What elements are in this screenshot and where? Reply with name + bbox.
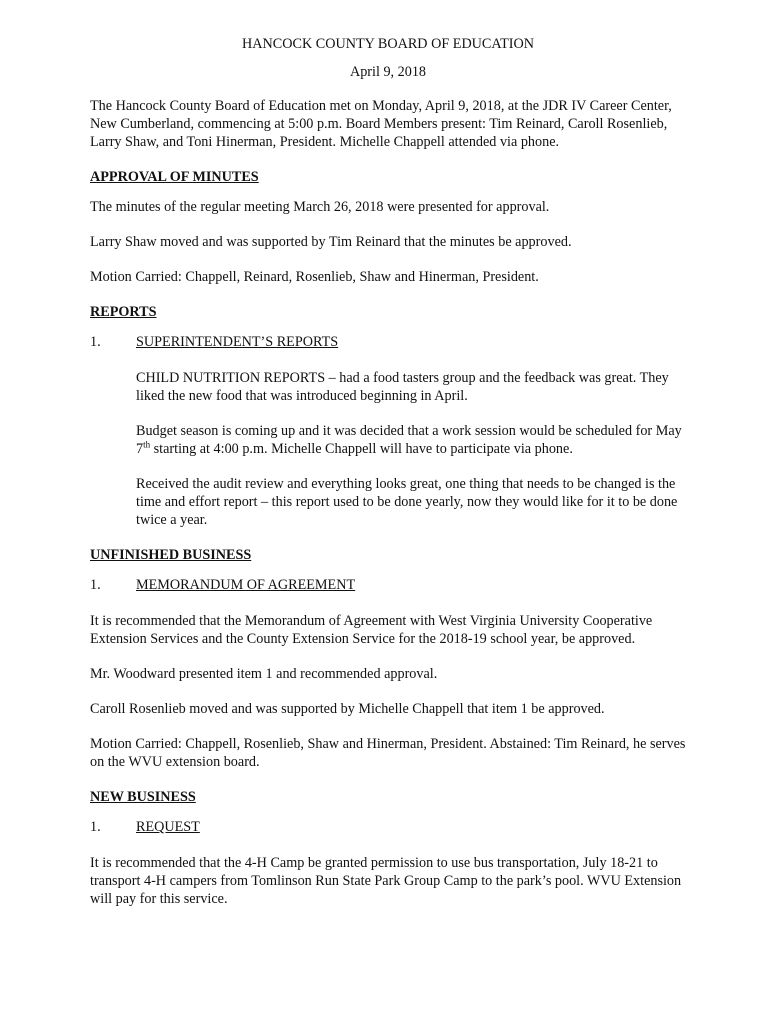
approval-paragraph-3: Motion Carried: Chappell, Reinard, Rosenlieb, Shaw and Hinerman, President. [90, 269, 539, 285]
reports-heading: REPORTS [90, 304, 157, 320]
unfinished-paragraph-3: Caroll Rosenlieb moved and was supported by Michelle Chappell that item 1 be approved. [90, 701, 605, 717]
item-label: MEMORANDUM OF AGREEMENT [136, 577, 356, 593]
new-business-item-1 [90, 818, 686, 836]
item-number: 1. [90, 334, 101, 350]
new-business-heading: NEW BUSINESS [90, 789, 196, 805]
unfinished-paragraph-1: It is recommended that the Memorandum of Agreement with West Virginia University Cooperative Extension Services and the County Extension Service for the 2018-19 school year, be approved. [90, 613, 653, 647]
ordinal-suffix: th [143, 439, 151, 450]
document-title: HANCOCK COUNTY BOARD OF EDUCATION [242, 36, 534, 52]
unfinished-heading: UNFINISHED BUSINESS [90, 547, 252, 563]
item-label: REQUEST [136, 819, 200, 835]
reports-paragraph-2 [136, 422, 686, 458]
unfinished-paragraph-2: Mr. Woodward presented item 1 and recommended approval. [90, 666, 438, 682]
item-number: 1. [90, 577, 101, 593]
reports-paragraph-2-after: starting at 4:00 p.m. Michelle Chappell will have to participate via phone. [150, 441, 573, 457]
unfinished-item-1 [90, 576, 686, 594]
approval-paragraph-1: The minutes of the regular meeting March 26, 2018 were presented for approval. [90, 199, 550, 215]
item-number: 1. [90, 819, 101, 835]
approval-paragraph-2: Larry Shaw moved and was supported by Tim Reinard that the minutes be approved. [90, 234, 572, 250]
reports-paragraph-1: CHILD NUTRITION REPORTS – had a food tasters group and the feedback was great. They liked the new food that was introduced beginning in April. [136, 370, 669, 404]
intro-paragraph: The Hancock County Board of Education met on Monday, April 9, 2018, at the JDR IV Career Center, New Cumberland, commencing at 5:00 p.m. Board Members present: Tim Reinard, Caroll Rosenlieb, Larry Shaw, and Toni Hinerman, President. Michelle Chappell attended via phone. [90, 98, 672, 150]
reports-paragraph-3: Received the audit review and everything looks great, one thing that needs to be changed is the time and effort report – this report used to be done yearly, now they would like for it to be done twice a year. [136, 476, 678, 528]
unfinished-paragraph-4: Motion Carried: Chappell, Rosenlieb, Shaw and Hinerman, President. Abstained: Tim Reinard, he serves on the WVU extension board. [90, 736, 686, 770]
approval-heading: APPROVAL OF MINUTES [90, 169, 259, 185]
new-business-paragraph-1: It is recommended that the 4-H Camp be granted permission to use bus transportation, July 18-21 to transport 4-H campers from Tomlinson Run State Park Group Camp to the park’s pool. WVU Extension will pay for this service. [90, 855, 682, 907]
reports-paragraph-2-before: Budget season is coming up and it was decided that a work session would be scheduled for May 7 [136, 423, 682, 457]
item-label: SUPERINTENDENT’S REPORTS [136, 334, 339, 350]
reports-item-1 [90, 333, 686, 351]
meeting-date: April 9, 2018 [349, 64, 427, 80]
